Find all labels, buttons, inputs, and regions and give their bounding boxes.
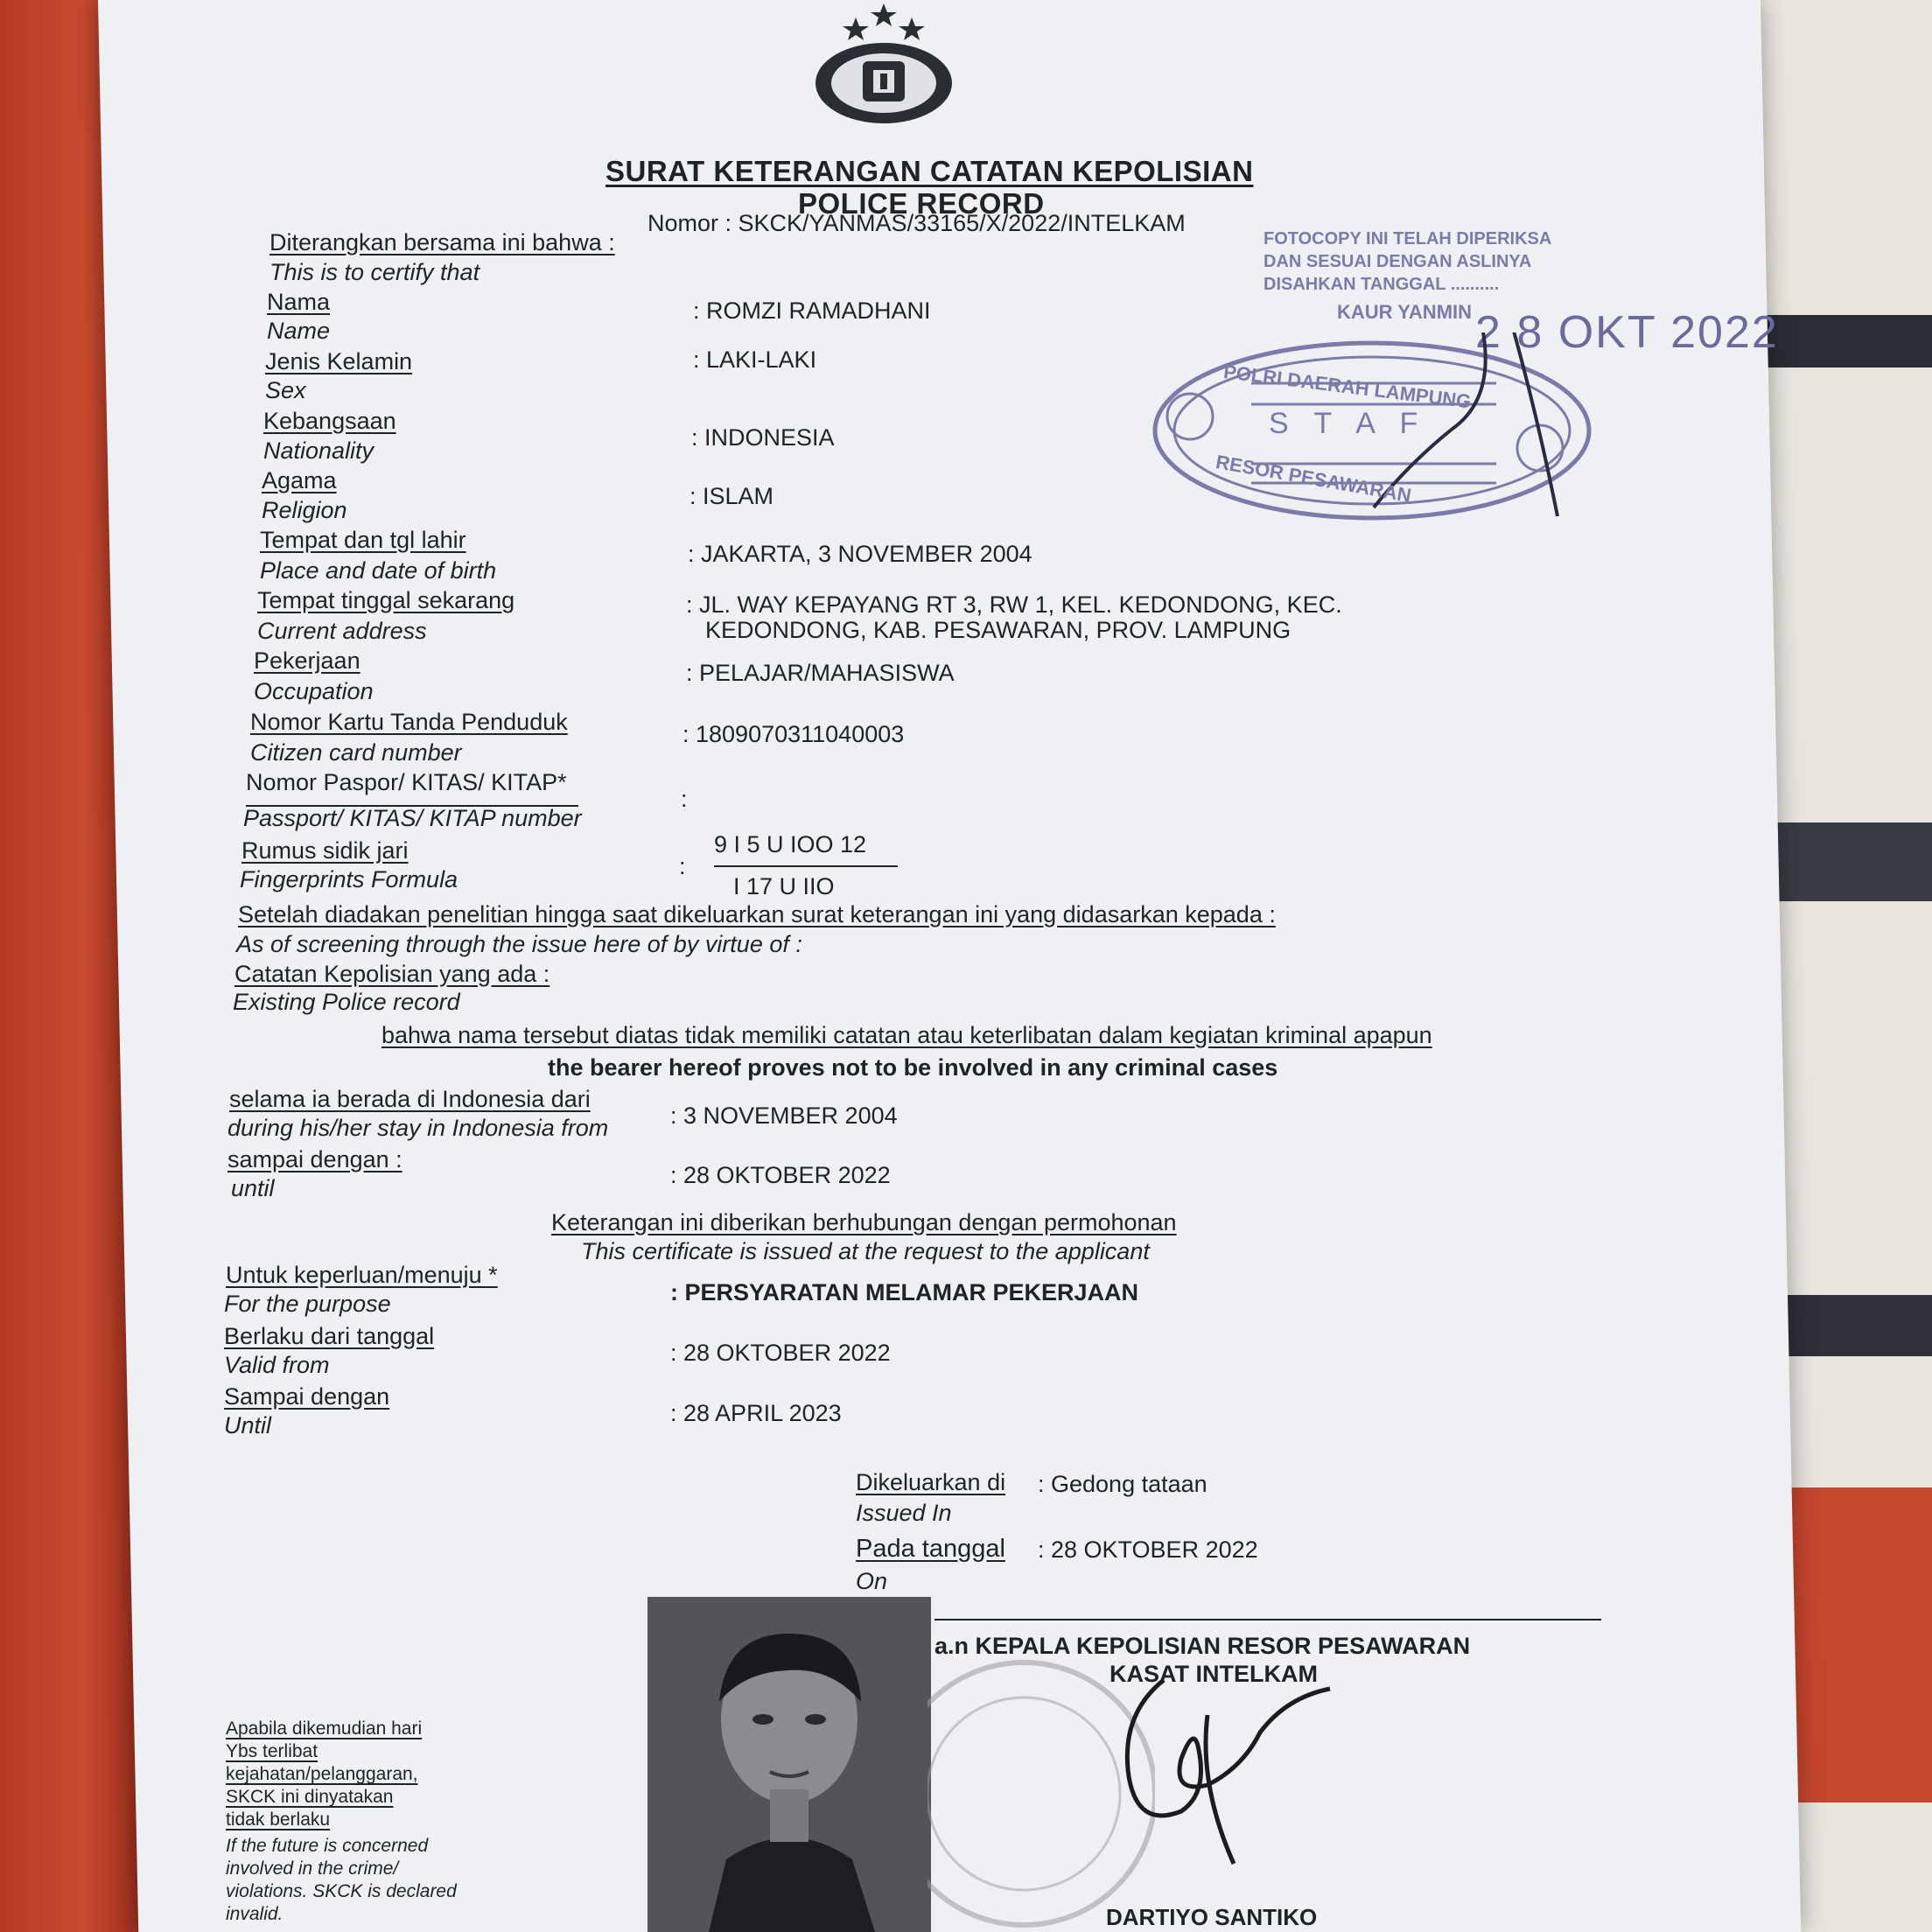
field-label-en: Occupation <box>254 678 374 704</box>
field-value: : LAKI-LAKI <box>693 346 817 373</box>
footnote-en-line: involved in the crime/ <box>226 1858 399 1879</box>
stamp-oval-bottom: RESOR PESAWARAN <box>1214 451 1413 507</box>
valid-from-en: Valid from <box>224 1352 330 1378</box>
signatory-name: DARTIYO SANTIKO <box>1106 1904 1318 1930</box>
police-record-id: Catatan Kepolisian yang ada : <box>234 961 550 987</box>
stamp-copy-line: DISAHKAN TANGGAL .......... <box>1264 275 1500 294</box>
valid-from-value: : 28 OKTOBER 2022 <box>670 1340 891 1366</box>
document-title: SURAT KETERANGAN CATATAN KEPOLISIAN <box>606 155 1254 187</box>
purpose-id: Untuk keperluan/menuju * <box>226 1262 498 1288</box>
field-label-en: Name <box>267 318 331 344</box>
document-subtitle: POLICE RECORD <box>798 187 1045 220</box>
handwritten-signature <box>1111 1662 1339 1872</box>
footnote-id-line: Ybs terlibat <box>226 1741 318 1761</box>
field-label-en: Current address <box>257 618 427 644</box>
footnote-en-line: invalid. <box>226 1904 284 1924</box>
valid-until-value: : 28 APRIL 2023 <box>670 1400 842 1426</box>
footnote-id-line: SKCK ini dinyatakan <box>226 1787 394 1807</box>
field-value: : <box>679 853 686 879</box>
valid-until-id: Sampai dengan <box>224 1383 390 1410</box>
stamp-oval-mid: S T A F <box>1269 407 1427 440</box>
stamp-kaur: KAUR YANMIN <box>1337 301 1473 323</box>
field-label-en: Citizen card number <box>250 739 462 766</box>
stay-from-en: during his/her stay in Indonesia from <box>228 1115 609 1141</box>
stay-until-id: sampai dengan : <box>228 1146 402 1172</box>
police-record-en: Existing Police record <box>233 989 460 1015</box>
footnote-id-line: tidak berlaku <box>226 1810 331 1830</box>
field-value: : INDONESIA <box>691 424 835 451</box>
screening-id: Setelah diadakan penelitian hingga saat dikeluarkan surat keterangan ini yang didasarkan kepada : <box>238 901 1276 928</box>
field-label-en: Sex <box>265 377 306 403</box>
intro-id: Diterangkan bersama ini bahwa : <box>270 229 615 256</box>
screening-en: As of screening through the issue here of by virtue of : <box>236 931 802 957</box>
field-label-id: Nomor Paspor/ KITAS/ KITAP* <box>246 769 578 807</box>
issued-on-id: Pada tanggal <box>856 1535 1005 1563</box>
request-id: Keterangan ini diberikan berhubungan dengan permohonan <box>551 1209 1177 1236</box>
field-value: : JAKARTA, 3 NOVEMBER 2004 <box>688 541 1032 567</box>
stamp-oval-top: POLRI DAERAH LAMPUNG <box>1222 360 1473 413</box>
field-label-id: Nomor Kartu Tanda Penduduk <box>250 709 568 735</box>
field-label-en: Religion <box>262 497 347 523</box>
purpose-value: : PERSYARATAN MELAMAR PEKERJAAN <box>670 1279 1139 1306</box>
field-label-id: Tempat tinggal sekarang <box>257 587 515 613</box>
field-label-id: Rumus sidik jari <box>242 837 409 864</box>
stay-from-id: selama ia berada di Indonesia dari <box>229 1086 591 1112</box>
fingerprint-formula-top: 9 I 5 U IOO 12 <box>714 831 898 867</box>
field-label-id: Agama <box>262 467 337 494</box>
stay-until-en: until <box>231 1175 275 1201</box>
intro-en: This is to certify that <box>270 259 480 285</box>
field-label-id: Jenis Kelamin <box>265 348 413 374</box>
purpose-en: For the purpose <box>224 1291 391 1317</box>
field-value: : 1809070311040003 <box>682 721 905 747</box>
police-emblem-icon <box>805 0 962 127</box>
record-statement-en: the bearer hereof proves not to be involved in any criminal cases <box>548 1054 1278 1081</box>
field-value: : JL. WAY KEPAYANG RT 3, RW 1, KEL. KEDONDONG, KEC. <box>686 592 1342 618</box>
field-label-id: Kebangsaan <box>263 408 396 434</box>
field-label-id: Pekerjaan <box>254 648 360 674</box>
issued-in-id: Dikeluarkan di <box>856 1469 1006 1495</box>
footnote-en-line: violations. SKCK is declared <box>226 1881 457 1901</box>
signature-title-line1: a.n KEPALA KEPOLISIAN RESOR PESAWARAN <box>934 1633 1471 1659</box>
valid-from-id: Berlaku dari tanggal <box>224 1323 435 1349</box>
valid-until-en: Until <box>224 1412 272 1438</box>
footnote-id-line: Apabila dikemudian hari <box>226 1718 423 1739</box>
fingerprint-formula-bottom: I 17 U IIO <box>733 873 835 900</box>
field-value: : ISLAM <box>690 483 774 509</box>
issued-in-value: : Gedong tataan <box>1038 1471 1208 1497</box>
stamp-copy-line: DAN SESUAI DENGAN ASLINYA <box>1264 252 1532 271</box>
document-number: Nomor : SKCK/YANMAS/33165/X/2022/INTELKAM <box>648 210 1186 236</box>
footnote-en-line: If the future is concerned <box>226 1836 429 1856</box>
issued-on-en: On <box>856 1568 888 1594</box>
field-value: : ROMZI RAMADHANI <box>693 298 931 324</box>
field-label-en: Fingerprints Formula <box>240 866 458 892</box>
field-label-en: Passport/ KITAS/ KITAP number <box>243 805 582 831</box>
applicant-photo <box>648 1597 931 1932</box>
issued-in-en: Issued In <box>856 1500 952 1526</box>
footnote-id-line: kejahatan/pelanggaran, <box>226 1764 418 1784</box>
field-label-en: Place and date of birth <box>260 557 497 584</box>
stay-from-value: : 3 NOVEMBER 2004 <box>670 1102 898 1129</box>
field-value-line2: KEDONDONG, KAB. PESAWARAN, PROV. LAMPUNG <box>705 617 1292 643</box>
record-statement-id: bahwa nama tersebut diatas tidak memiliki catatan atau keterlibatan dalam kegiatan kriminal apapun <box>382 1022 1432 1048</box>
stamp-date: 2 8 OKT 2022 <box>1475 307 1779 358</box>
signature-rule <box>934 1619 1601 1620</box>
field-value: : <box>681 786 688 812</box>
signature-title-line2: KASAT INTELKAM <box>1110 1661 1318 1687</box>
field-label-id: Tempat dan tgl lahir <box>260 527 466 553</box>
field-label-id: Nama <box>267 289 331 315</box>
request-en: This certificate is issued at the request to the applicant <box>581 1238 1150 1264</box>
stamp-copy-line: FOTOCOPY INI TELAH DIPERIKSA <box>1264 229 1552 248</box>
issued-on-value: : 28 OKTOBER 2022 <box>1038 1536 1258 1563</box>
field-label-en: Nationality <box>263 438 374 464</box>
field-value: : PELAJAR/MAHASISWA <box>686 660 955 686</box>
stay-until-value: : 28 OKTOBER 2022 <box>670 1162 891 1188</box>
